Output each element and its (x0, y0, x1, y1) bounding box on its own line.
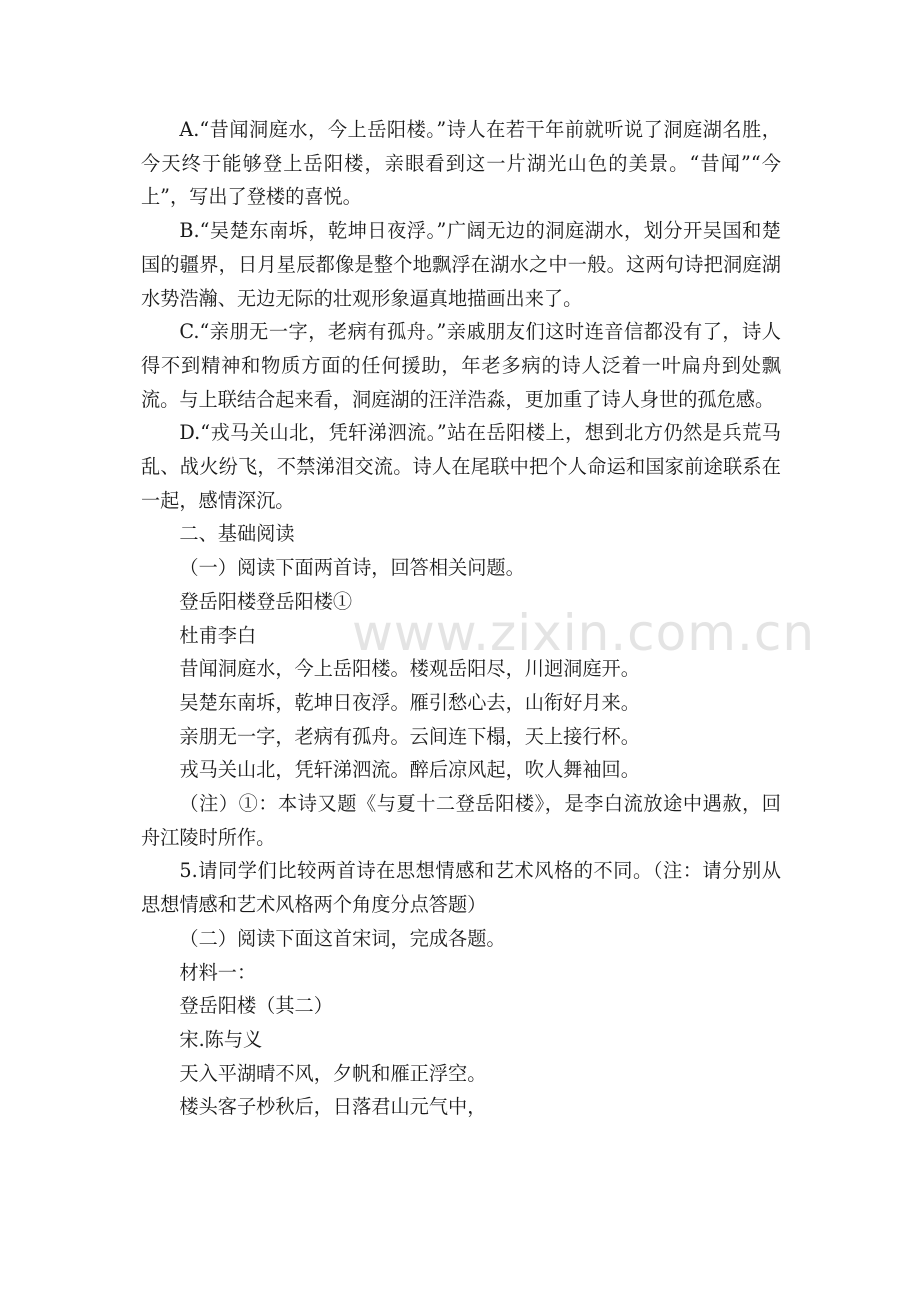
poem2-author: 宋.陈与义 (179, 1027, 263, 1051)
material-label: 材料一： (179, 960, 257, 984)
paragraph-option-b: B.“吴楚东南坼，乾坤日夜浮。”广阔无边的洞庭湖水，划分开吴国和楚国的疆界，日月星辰都像是整个地飘浮在湖水之中一般。这两句诗把洞庭湖水势浩瀚、无边无际的壮观形象逼真地描画出来了。 (141, 219, 781, 310)
poem-line: 戎马关山北，凭轩涕泗流。醉后凉风起，吹人舞袖回。 (179, 758, 640, 782)
poem2-line: 楼头客子杪秋后，日落君山元气中， (179, 1095, 487, 1119)
paragraph-option-a: A.“昔闻洞庭水，今上岳阳楼。”诗人在若干年前就听说了洞庭湖名胜，今天终于能够登上岳阳楼，亲眼看到这一片湖光山色的美景。“昔闻”“今上”，写出了登楼的喜悦。 (141, 118, 781, 209)
poem-note: （注）①：本诗又题《与夏十二登岳阳楼》，是李白流放途中遇赦，回舟江陵时所作。 (141, 792, 781, 849)
section-heading: 二、基础阅读 (179, 522, 295, 546)
paragraph-option-d: D.“戎马关山北，凭轩涕泗流。”站在岳阳楼上，想到北方仍然是兵荒马乱、战火纷飞，不禁涕泪交流。诗人在尾联中把个人命运和国家前途联系在一起，感情深沉。 (141, 421, 781, 512)
question-5: 5.请同学们比较两首诗在思想情感和艺术风格的不同。（注：请分别从思想情感和艺术风格两个角度分点答题） (141, 859, 781, 917)
subsection-heading-1: （一）阅读下面两首诗，回答相关问题。 (179, 556, 525, 580)
poem-titles: 登岳阳楼登岳阳楼① (179, 589, 353, 613)
paragraph-option-c: C.“亲朋无一字，老病有孤舟。”亲戚朋友们这时连音信都没有了，诗人得不到精神和物质方面的任何援助，年老多病的诗人泛着一叶扁舟到处飘流。与上联结合起来看，洞庭湖的汪洋浩淼，更加重了诗人身世的孤危感。 (141, 320, 781, 411)
document-body (141, 113, 781, 1124)
poem-line: 吴楚东南坼，乾坤日夜浮。雁引愁心去，山衔好月来。 (179, 690, 640, 714)
poem-authors: 杜甫李白 (179, 623, 257, 647)
subsection-heading-2: （二）阅读下面这首宋词，完成各题。 (179, 926, 506, 950)
poem-line: 昔闻洞庭水，今上岳阳楼。楼观岳阳尽，川迥洞庭开。 (179, 657, 640, 681)
watermark: www.zixin.com.cn (352, 604, 816, 662)
poem2-line: 天入平湖晴不风，夕帆和雁正浮空。 (179, 1061, 487, 1085)
poem-line: 亲朋无一字，老病有孤舟。云间连下榻，天上接行杯。 (179, 724, 640, 748)
poem2-title: 登岳阳楼（其二） (179, 994, 333, 1018)
